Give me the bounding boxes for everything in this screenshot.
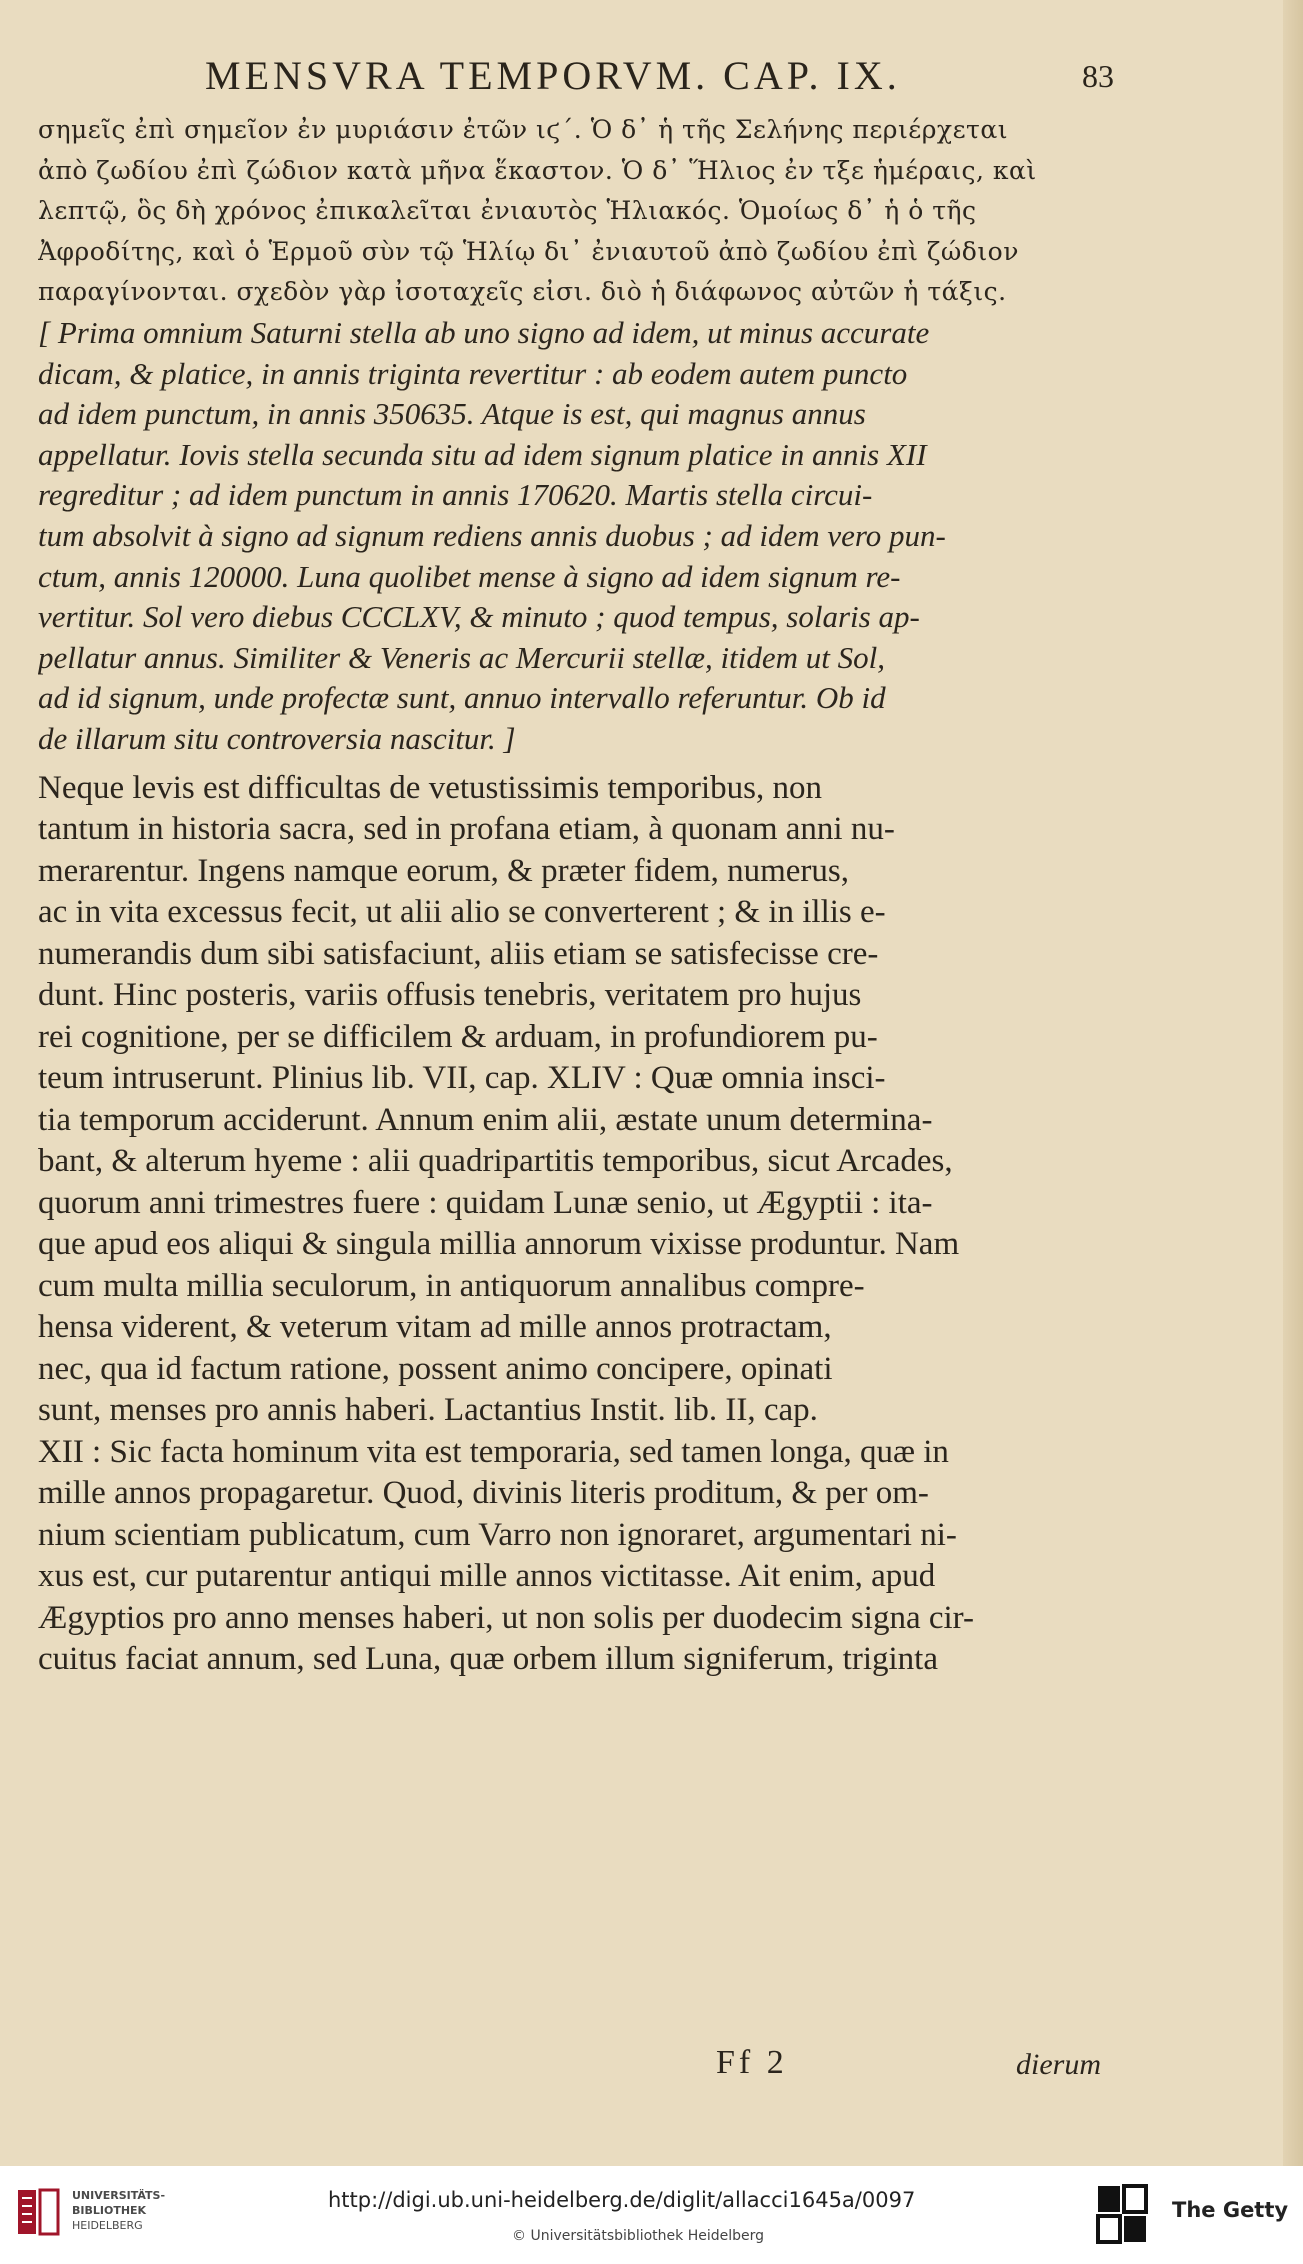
latin-line: dicam, & platice, in annis triginta revertitur : ab eodem autem puncto bbox=[38, 355, 908, 391]
body-line: cum multa millia seculorum, in antiquorum annalibus compre- bbox=[38, 1267, 865, 1304]
paragraph-gap bbox=[38, 760, 1128, 768]
body-paragraph bbox=[38, 768, 1128, 1681]
greek-line: παραγίνονται. σχεδὸν γὰρ ἰσοταχεῖς εἰσι. διὸ ἡ διάφωνος αὐτῶν ἡ τάξις. bbox=[38, 277, 1007, 307]
text-block bbox=[38, 110, 1128, 1681]
greek-passage bbox=[38, 110, 1128, 313]
library-name bbox=[72, 2188, 192, 2233]
greek-line: λεπτῷ, ὃς δὴ χρόνος ἐπικαλεῖται ἐνιαυτὸς Ἡλιακός. Ὁμοίως δ᾽ ἡ ὁ τῆς bbox=[38, 196, 977, 226]
body-line: xus est, cur putarentur antiqui mille annos victitasse. Ait enim, apud bbox=[38, 1558, 936, 1594]
heidelberg-library-logo-icon bbox=[14, 2186, 62, 2238]
latin-line: [ Prima omnium Saturni stella ab uno signo ad idem, ut minus accurate bbox=[38, 314, 930, 350]
getty-logo-icon bbox=[1096, 2184, 1148, 2244]
body-line: nium scientiam publicatum, cum Varro non ignoraret, argumentari ni- bbox=[38, 1516, 957, 1553]
latin-line: ad id signum, unde profectæ sunt, annuo intervallo referuntur. Ob id bbox=[38, 680, 886, 716]
page-number: 83 bbox=[1082, 58, 1114, 94]
greek-line: ἀπὸ ζωδίου ἐπὶ ζώδιον κατὰ μῆνα ἕκαστον. Ὁ δ᾽ Ἥλιος ἐν τξε ἡμέραις, καὶ bbox=[38, 155, 1037, 185]
body-line: tantum in historia sacra, sed in profana etiam, à quonam anni nu- bbox=[38, 811, 895, 847]
body-line: dunt. Hinc posteris, variis offusis tenebris, veritatem pro hujus bbox=[38, 977, 862, 1013]
copyright-notice: © Universitätsbibliothek Heidelberg bbox=[512, 2228, 765, 2244]
body-line: hensa viderent, & veterum vitam ad mille annos protractam, bbox=[38, 1309, 832, 1345]
body-line: merarentur. Ingens namque eorum, & præter fidem, numerus, bbox=[38, 852, 850, 889]
body-line: numerandis dum sibi satisfaciunt, aliis etiam se satisfecisse cre- bbox=[38, 935, 879, 972]
viewer-footer bbox=[0, 2166, 1303, 2264]
latin-translation bbox=[38, 313, 1128, 760]
body-line: tia temporum acciderunt. Annum enim alii, æstate unum determina- bbox=[38, 1101, 933, 1138]
latin-line: tum absolvit à signo ad signum rediens annis duobus ; ad idem vero pun- bbox=[38, 517, 946, 553]
body-line: quorum anni trimestres fuere : quidam Lunæ senio, ut Ægyptii : ita- bbox=[38, 1184, 933, 1221]
body-line: teum intruserunt. Plinius lib. VII, cap. XLIV : Quæ omnia insci- bbox=[38, 1060, 886, 1096]
library-name-line: UNIVERSITÄTS- bbox=[72, 2189, 166, 2202]
permalink-url[interactable]: http://digi.ub.uni-heidelberg.de/diglit/allacci1645a/0097 bbox=[328, 2188, 916, 2212]
body-line: bant, & alterum hyeme : alii quadripartitis temporibus, sicut Arcades, bbox=[38, 1143, 953, 1179]
body-line: sunt, menses pro annis haberi. Lactantius Instit. lib. II, cap. bbox=[38, 1392, 818, 1428]
body-line: Ægyptios pro anno menses haberi, ut non solis per duodecim signa cir- bbox=[38, 1599, 975, 1636]
signature-mark: Ff 2 bbox=[716, 2044, 788, 2081]
latin-line: pellatur annus. Similiter & Veneris ac Mercurii stellæ, itidem ut Sol, bbox=[38, 639, 885, 675]
body-line: rei cognitione, per se difficilem & arduam, in profundiorem pu- bbox=[38, 1018, 878, 1055]
signature-line bbox=[0, 2044, 1303, 2088]
body-line: Neque levis est difficultas de vetustissimis temporibus, non bbox=[38, 769, 822, 806]
greek-line: Ἀφροδίτης, καὶ ὁ Ἑρμοῦ σὺν τῷ Ἡλίῳ δι᾽ ἐνιαυτοῦ ἀπὸ ζωδίου ἐπὶ ζώδιον bbox=[38, 236, 1019, 266]
greek-line: σημεῖς ἐπὶ σημεῖον ἐν μυριάσιν ἐτῶν ιϛ΄. Ὁ δ᾽ ἡ τῆς Σελήνης περιέρχεται bbox=[38, 115, 1009, 144]
body-line: mille annos propagaretur. Quod, divinis literis proditum, & per om- bbox=[38, 1475, 929, 1511]
library-name-line: BIBLIOTHEK bbox=[72, 2204, 147, 2217]
getty-name: The Getty bbox=[1172, 2198, 1289, 2222]
body-line: cuitus faciat annum, sed Luna, quæ orbem illum signiferum, triginta bbox=[38, 1641, 938, 1677]
latin-line: vertitur. Sol vero diebus CCCLXV, & minuto ; quod tempus, solaris ap- bbox=[38, 599, 920, 635]
latin-line: regreditur ; ad idem punctum in annis 170620. Martis stella circui- bbox=[38, 477, 873, 513]
library-name-line: HEIDELBERG bbox=[72, 2219, 143, 2232]
body-line: nec, qua id factum ratione, possent animo concipere, opinati bbox=[38, 1350, 833, 1387]
latin-line: ctum, annis 120000. Luna quolibet mense à signo ad idem signum re- bbox=[38, 558, 901, 594]
body-line: que apud eos aliqui & singula millia annorum vixisse produntur. Nam bbox=[38, 1226, 960, 1262]
latin-line: ad idem punctum, in annis 350635. Atque is est, qui magnus annus bbox=[38, 396, 866, 432]
latin-line: appellatur. Iovis stella secunda situ ad idem signum platice in annis XII bbox=[38, 436, 927, 472]
running-head bbox=[0, 52, 1303, 112]
latin-line: de illarum situ controversia nascitur. ] bbox=[38, 720, 516, 756]
running-title: MENSVRA TEMPORVM. CAP. IX. bbox=[205, 53, 901, 98]
catchword: dierum bbox=[1016, 2048, 1101, 2081]
body-line: ac in vita excessus fecit, ut alii alio se converterent ; & in illis e- bbox=[38, 894, 886, 930]
page-edge bbox=[1283, 0, 1303, 2166]
body-line: XII : Sic facta hominum vita est temporaria, sed tamen longa, quæ in bbox=[38, 1433, 949, 1470]
